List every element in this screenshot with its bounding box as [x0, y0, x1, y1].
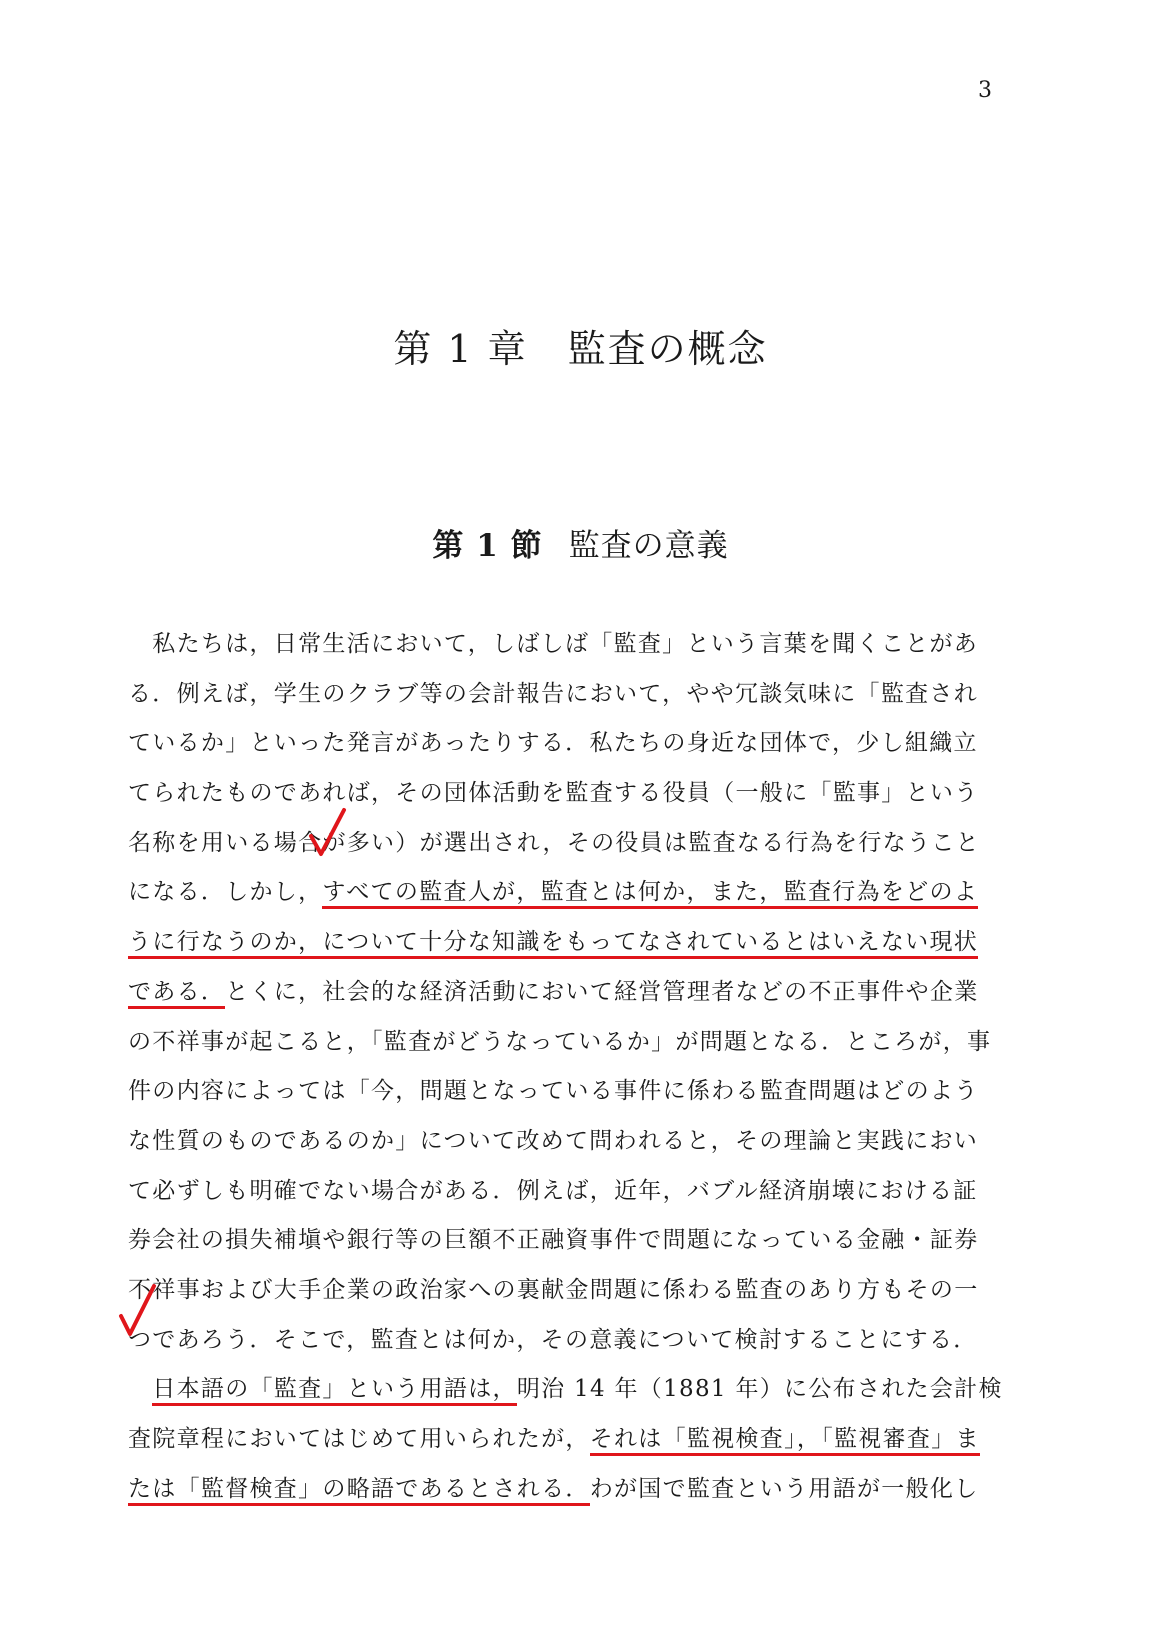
text-line — [128, 620, 1033, 670]
text-line — [128, 1018, 1033, 1068]
text-segment: 件の内容によっては「今，問題となっている事件に係わる監査問題はどのよう — [128, 1078, 979, 1105]
text-line — [128, 1316, 1033, 1366]
underlined-text: である． — [128, 979, 225, 1009]
text-line — [128, 1067, 1033, 1117]
text-line — [128, 1167, 1033, 1217]
section-heading: 監査の意義 — [568, 528, 729, 564]
underlined-text: うに行なうのか，について十分な知識をもってなされているとはいえない現状 — [128, 929, 978, 959]
text-line — [128, 1465, 1033, 1515]
text-segment: ているか」といった発言があったりする．私たちの身近な団体で，少し組織立 — [128, 730, 978, 757]
text-line — [128, 769, 1033, 819]
body-paragraph — [128, 620, 1033, 1514]
text-segment: になる．しかし， — [128, 879, 323, 906]
text-segment — [128, 1376, 152, 1402]
text-segment: わが国で監査という用語が一般化し — [589, 1475, 979, 1502]
page-number: 3 — [978, 78, 992, 103]
text-line — [128, 918, 1033, 968]
underlined-text: それは「監視検査」，「監視審査」ま — [590, 1426, 980, 1456]
text-line — [128, 719, 1033, 769]
text-segment: つであろう．そこで，監査とは何か，その意義について検討することにする． — [128, 1326, 978, 1353]
text-segment: の不祥事が起こると，「監査がどうなっているか」が問題となる．ところが，事 — [128, 1028, 992, 1055]
text-segment: 明治 14 年（1881 年）に公布された会計検 — [516, 1376, 1003, 1403]
text-segment: 査院章程においてはじめて用いられたが， — [128, 1426, 590, 1452]
text-line — [128, 670, 1033, 720]
text-segment: てられたものであれば，その団体活動を監査する役員（一般に「監事」という — [128, 780, 979, 807]
text-segment: 券会社の損失補塡や銀行等の巨額不正融資事件で問題になっている金融・証券 — [128, 1227, 979, 1254]
text-line — [128, 1415, 1033, 1465]
text-line — [128, 868, 1033, 918]
text-line — [128, 1216, 1033, 1266]
text-segment: 不祥事および大手企業の政治家への裏献金問題に係わる監査のあり方もその一 — [128, 1276, 979, 1303]
section-number: 第 1 節 — [432, 528, 543, 564]
text-segment: 私たちは，日常生活において，しばしば「監査」という言葉を聞くことがあ — [128, 631, 979, 657]
underlined-text: たは「監督検査」の略語であるとされる． — [128, 1476, 590, 1506]
text-segment: る．例えば，学生のクラブ等の会計報告において，やや冗談気味に「監査され — [128, 680, 979, 707]
text-line — [128, 1266, 1033, 1316]
text-line — [128, 1117, 1033, 1167]
text-line — [128, 968, 1033, 1018]
text-segment: とくに，社会的な経済活動において経営管理者などの不正事件や企業 — [225, 978, 979, 1005]
underlined-text: すべての監査人が，監査とは何か，また，監査行為をどのよ — [322, 879, 978, 909]
text-line — [128, 819, 1033, 869]
text-line — [128, 1365, 1033, 1415]
text-segment: な性質のものであるのか」について改めて問われると，その理論と実践におい — [128, 1127, 979, 1154]
chapter-title: 第 1 章 監査の概念 — [393, 327, 768, 371]
text-segment: て必ずしも明確でない場合がある．例えば，近年，バブル経済崩壊における証 — [128, 1177, 978, 1204]
section-title — [0, 520, 1161, 565]
text-segment: 名称を用いる場合が多い）が選出され，その役員は監査なる行為を行なうこと — [128, 829, 980, 856]
underlined-text: 日本語の「監査」という用語は， — [152, 1376, 517, 1406]
